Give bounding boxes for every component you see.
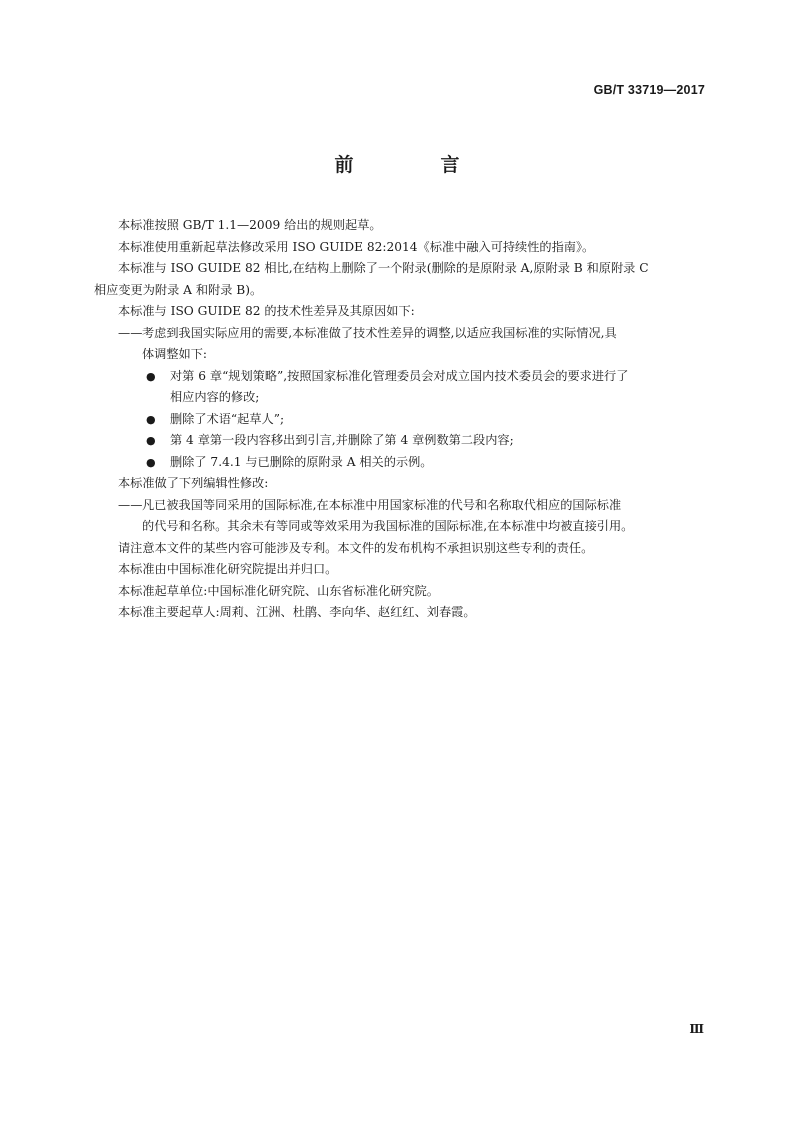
paragraph-adoption: 本标准使用重新起草法修改采用 ISO GUIDE 82:2014《标准中融入可持续性的指南》。: [118, 239, 595, 254]
dash-item-line2: 体调整如下:: [142, 347, 208, 361]
bullet-item-line1: 删除了术语“起草人”;: [170, 411, 285, 426]
standard-code: GB/T 33719—2017: [593, 83, 705, 97]
dash-marker: ——: [118, 325, 143, 340]
bullet-item-line1: 删除了 7.4.1 与已删除的原附录 A 相关的示例。: [170, 454, 433, 469]
dash-item-line2: 的代号和名称。其余未有等同或等效采用为我国标准的国际标准,在本标准中均被直接引用。: [142, 519, 634, 533]
bullet-item: [118, 366, 708, 409]
dash-item-line1: 凡已被我国等同采用的国际标准,在本标准中用国家标准的代号和名称取代相应的国际标准: [142, 497, 622, 512]
paragraph-structure-diff-line2: 相应变更为附录 A 和附录 B)。: [94, 282, 263, 297]
page-number: Ⅲ: [689, 1022, 704, 1036]
bullet-item: [118, 409, 708, 431]
bullet-item: [118, 430, 708, 452]
bullet-item-line2: 相应内容的修改;: [170, 390, 260, 404]
bullet-item-line1: 对第 6 章“规划策略”,按照国家标准化管理委员会对成立国内技术委员会的要求进行了: [170, 368, 629, 383]
paragraph-proposer: 本标准由中国标准化研究院提出并归口。: [118, 562, 338, 576]
paragraph-structure-diff-line1: 本标准与 ISO GUIDE 82 相比,在结构上删除了一个附录(删除的是原附录 A,原附录 B 和原附录 C: [118, 261, 649, 275]
dash-item-line1: 考虑到我国实际应用的需要,本标准做了技术性差异的调整,以适应我国标准的实际情况,具: [142, 325, 617, 340]
paragraph-patent-notice: 请注意本文件的某些内容可能涉及专利。本文件的发布机构不承担识别这些专利的责任。: [118, 540, 594, 555]
page-title: 前 言: [334, 154, 494, 176]
foreword-body: [94, 215, 708, 624]
bullet-marker: ●: [146, 369, 156, 383]
dash-marker: ——: [118, 497, 143, 512]
bullet-item: [118, 452, 708, 474]
bullet-marker: ●: [146, 412, 156, 426]
bullet-item-line1: 第 4 章第一段内容移出到引言,并删除了第 4 章例数第二段内容;: [170, 433, 514, 447]
paragraph-drafting-units: 本标准起草单位:中国标准化研究院、山东省标准化研究院。: [118, 583, 439, 598]
paragraph-drafting-rules: 本标准按照 GB/T 1.1—2009 给出的规则起草。: [118, 218, 382, 232]
bullet-marker: ●: [146, 434, 156, 447]
bullet-marker: ●: [146, 455, 156, 469]
dash-item-technical: [118, 323, 708, 366]
paragraph-editorial-changes: 本标准做了下列编辑性修改:: [118, 476, 269, 490]
paragraph-technical-diff: 本标准与 ISO GUIDE 82 的技术性差异及其原因如下:: [118, 304, 415, 318]
paragraph-drafters: 本标准主要起草人:周莉、江洲、杜鹃、李向华、赵红红、刘春霞。: [118, 605, 476, 619]
dash-item-editorial: [118, 495, 708, 538]
